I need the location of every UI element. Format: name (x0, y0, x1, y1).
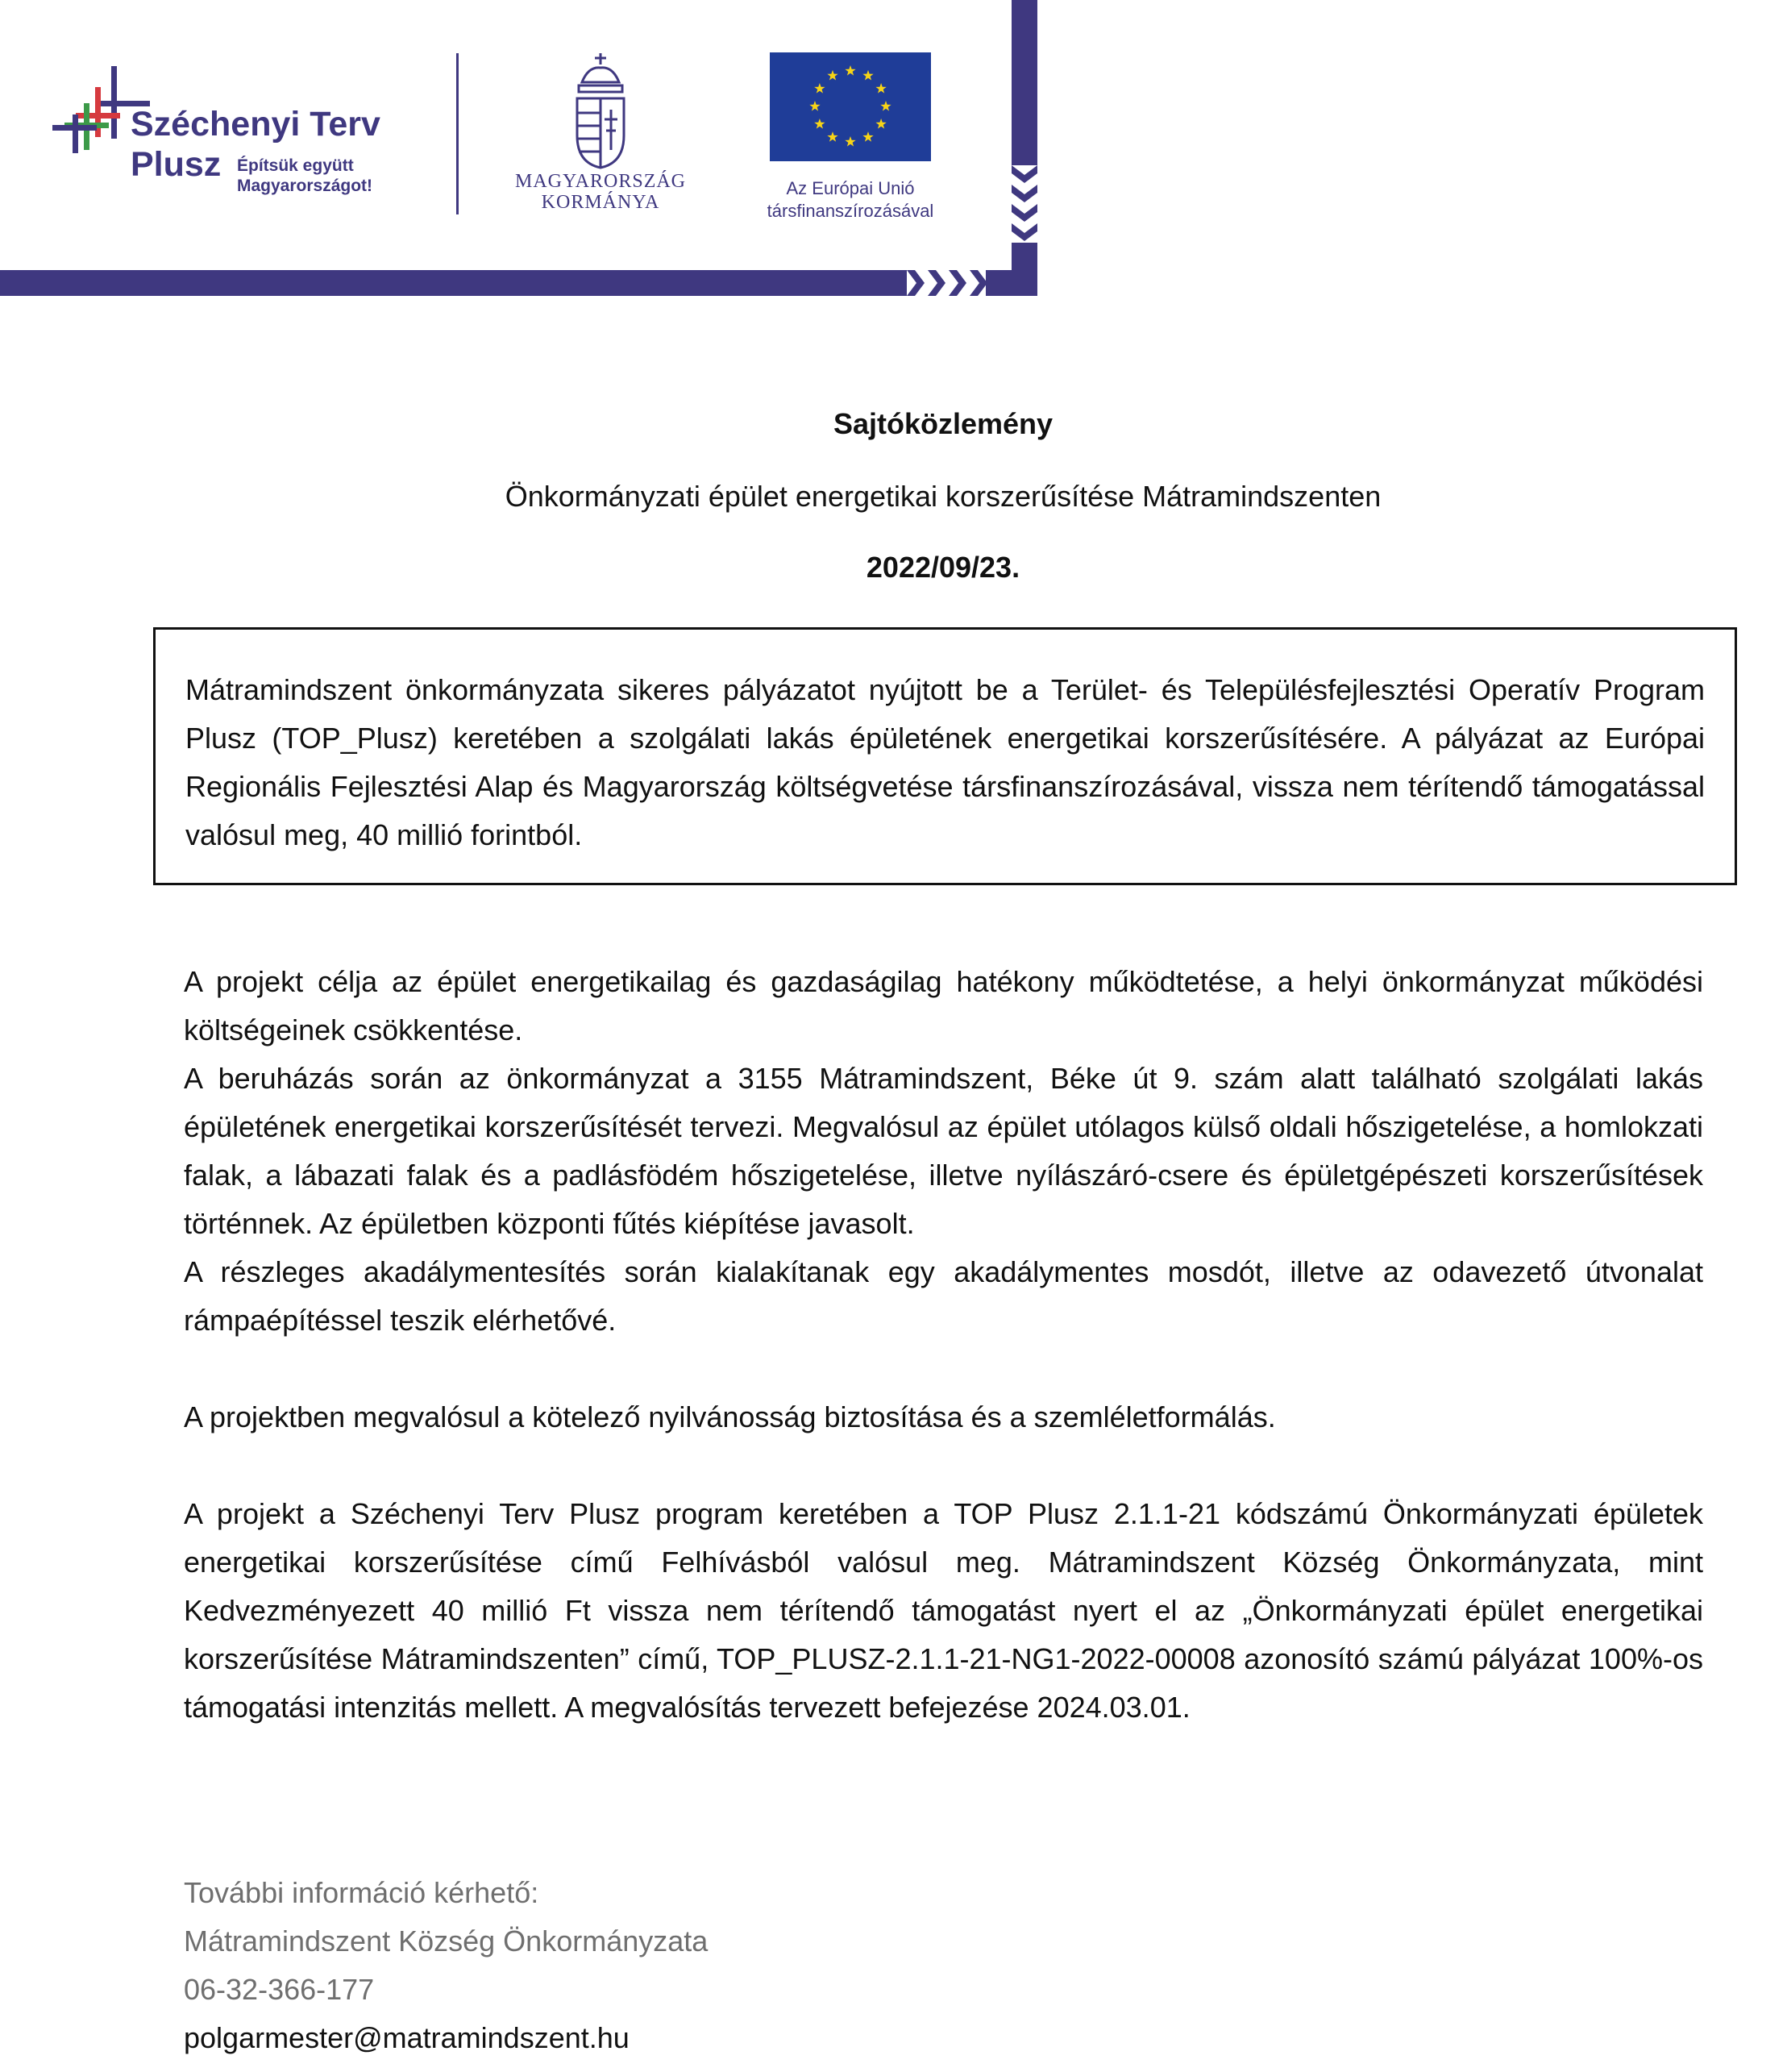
summary-box (153, 627, 1737, 885)
document-title: Sajtóközlemény (833, 407, 1053, 440)
frame-chevrons-horizontal (907, 270, 1037, 296)
szechenyi-slogan (237, 156, 372, 196)
contact-email[interactable]: polgarmester@matramindszent.hu (184, 2021, 630, 2054)
eu-line1: Az Európai Unió (786, 178, 915, 198)
coat-of-arms-icon (564, 50, 637, 171)
slogan-line1: Építsük együtt (237, 156, 354, 175)
page-header (0, 0, 1048, 300)
slogan-line2: Magyarországot! (237, 177, 373, 195)
contact-label: További információ kérhető: (184, 1876, 539, 1909)
frame-chevrons-vertical (1012, 165, 1037, 270)
contact-block (184, 1869, 708, 2062)
paragraph-program: A projekt a Széchenyi Terv Plusz program keretében a TOP Plusz 2.1.1-21 kódszámú Önkormányzati épületek energetikai korszerűsítése című Felhívásból valósul meg. Mátramindszent Község Önkormányzata, mint Kedvezményezett 40 millió Ft vissza nem térítendő támogatást nyert el az „Önkormányzati épület energetikai korszerűsítése Mátramindszenten” című, TOP_PLUSZ-2.1.1-21-NG1-2022-00008 azonosító számú pályázat 100%-os támogatási intenzitás mellett. A megvalósítás tervezett befejezése 2024.03.01. (184, 1497, 1703, 1724)
government-label (500, 171, 701, 213)
government-line2: KORMÁNYA (541, 192, 660, 213)
document-subtitle: Önkormányzati épület energetikai korszerűsítése Mátramindszenten (505, 480, 1382, 513)
contact-phone: 06-32-366-177 (184, 1973, 375, 2006)
contact-organization: Mátramindszent Község Önkormányzata (184, 1924, 709, 1958)
paragraph-accessibility: A részleges akadálymentesítés során kialakítanak egy akadálymentes mosdót, illetve az odavezető útvonalat rámpaépítéssel teszik elérhetővé. (184, 1255, 1703, 1337)
eu-cofinancing-label (734, 177, 967, 223)
szechenyi-title-line1: Széchenyi Terv (131, 105, 380, 144)
header-frame-bottom (0, 270, 907, 296)
government-line1: MAGYARORSZÁG (514, 171, 687, 192)
summary-text: Mátramindszent önkormányzata sikeres pályázatot nyújtott be a Terület- és Településfejlesztési Operatív Program Plusz (TOP_Plusz) keretében a szolgálati lakás épületének energetikai korszerűsítésére. A pályázat az Európai Regionális Fejlesztési Alap és Magyarország költségvetése társfinanszírozásával, vissza nem térítendő támogatással valósul meg, 40 millió forintból. (185, 673, 1705, 851)
paragraph-publicity: A projektben megvalósul a kötelező nyilvánosság biztosítása és a szemléletformálás. (184, 1400, 1276, 1433)
document-date: 2022/09/23. (866, 551, 1020, 584)
szechenyi-title-line2: Plusz (131, 145, 222, 184)
paragraph-investment: A beruházás során az önkormányzat a 3155 Mátramindszent, Béke út 9. szám alatt található szolgálati lakás épületének energetikai korszerűsítését tervezi. Megvalósul az épület utólagos külső oldali hőszigetelése, a homlokzati falak, a lábazati falak és a padlásfödém hőszigetelése, illetve nyílászáró-csere és épületgépészeti korszerűsítések történnek. Az épületben központi fűtés kiépítése javasolt. (184, 1062, 1703, 1240)
eu-flag-icon (770, 52, 931, 161)
logo-divider (456, 53, 459, 214)
eu-line2: társfinanszírozásával (767, 201, 934, 221)
paragraph-goal: A projekt célja az épület energetikailag és gazdaságilag hatékony működtetése, a helyi önkormányzat működési költségeinek csökkentése. (184, 965, 1703, 1046)
